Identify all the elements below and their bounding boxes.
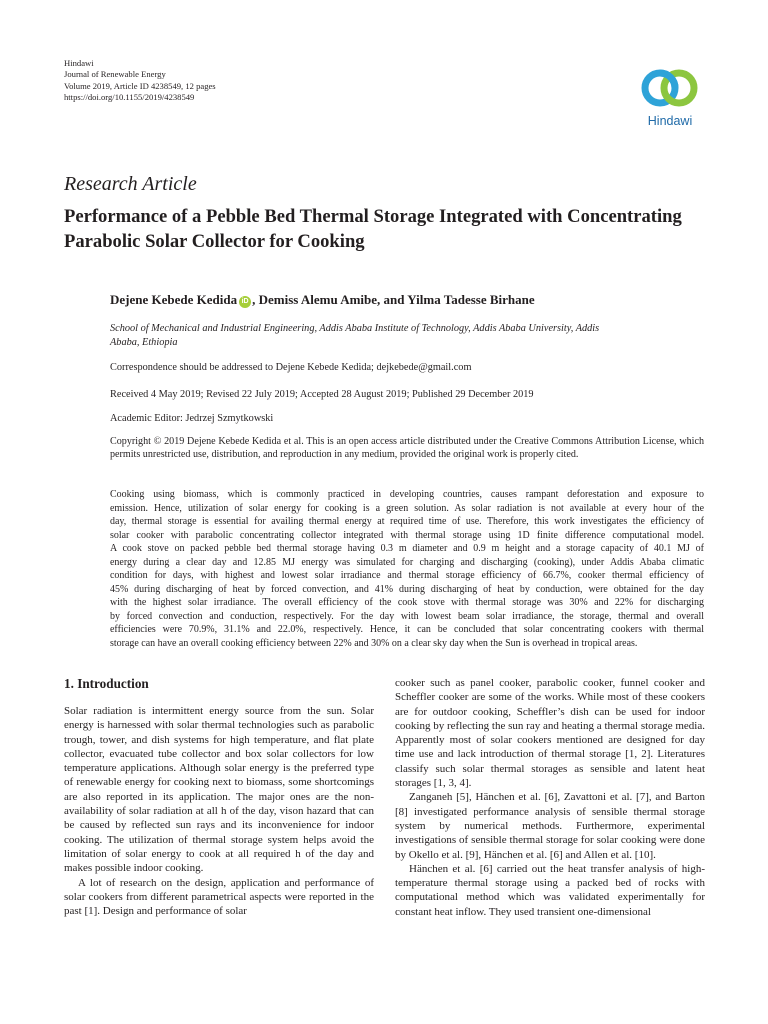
abstract-line: Cooking using biomass, which is commonly practiced in developing countries, causes rampant deforestation and exposure to [110, 489, 704, 500]
body-paragraph: cooker such as panel cooker, parabolic cooker, funnel cooker and Scheffler cooker are some of the works. While most of these cookers are for outdoor cooking, Scheffler’s dish can be used for indoor cooking by reflecting the sun ray and heating a thermal storage media. Apparently most of solar cookers mentioned are designed for day time use and lack introduction of thermal storage [1, 2]. Literatures classify such solar thermal storages as sensible and latent heat storages [1, 3, 4]. [395, 677, 705, 790]
journal-info [64, 58, 216, 104]
doi-link[interactable]: https://doi.org/10.1155/2019/4238549 [64, 92, 195, 103]
abstract-line: day, thermal storage is essential for availing thermal energy at required time of use. Therefore, this work investigates the efficiency of [110, 516, 704, 527]
author-list [110, 292, 535, 308]
article-type: Research Article [64, 173, 197, 195]
abstract [110, 488, 704, 650]
correspondence: Correspondence should be addressed to Dejene Kebede Kedida; dejkebede@gmail.com [110, 362, 472, 373]
abstract-line: A cook stove on packed pebble bed thermal storage having 0.3 m diameter and 0.9 m height and a storage capacity of 40.1 MJ of [110, 543, 704, 554]
article-dates: Received 4 May 2019; Revised 22 July 2019; Accepted 28 August 2019; Published 29 December 2019 [110, 389, 534, 400]
abstract-line: condition for days, with highest and lowest solar irradiance and thermal storage efficiency of 66.7%, cooker thermal efficiency of [110, 570, 704, 581]
publisher-name: Hindawi [64, 58, 94, 68]
abstract-line: with the highest solar irradiance. The overall efficiency of the cook stove with thermal storage was 30% and 22% for discharging [110, 597, 704, 608]
body-paragraph: Solar radiation is intermittent energy source from the sun. Solar energy is harnessed with solar thermal technologies such as parabolic trough, tower, and dish systems for high temperature, and flat plate collector, evacuated tube collector and box solar collectors for low temperature applications. Although solar energy is the preferred type of renewable energy for cooking next to biomass, some shortcomings are also reported in its application. The major ones are the non-availability of solar radiation at all h of the day, vison hazard that can be caused by reflected sun rays and its inconvenience for indoor cooking. The utilization of thermal storage system helps avoid the limitation of solar energy to cook at all required h of the day and makes possible indoor cooking. [64, 705, 374, 875]
volume-info: Volume 2019, Article ID 4238549, 12 pages [64, 80, 216, 91]
body-column-left [64, 676, 374, 918]
abstract-line: energy during a clear day and 12.85 MJ energy was simulated for charging and discharging (cooking), under Addis Ababa climatic [110, 556, 704, 568]
abstract-line: emission. Hence, utilization of solar energy for cooking is a green solution. As solar radiation is not available at every hour of the [110, 502, 704, 514]
body-column-right [395, 676, 705, 919]
abstract-line: by forced convection and conduction, respectively. For the day with lowest beam solar irradiance, the storage, thermal and overall [110, 610, 704, 622]
hindawi-logo-text: Hindawi [647, 114, 693, 128]
copyright-notice: Copyright © 2019 Dejene Kebede Kedida et al. This is an open access article distributed under the Creative Commons Attribution License, which permits unrestricted use, distribution, and reproduction in any medium, provided the original work is properly cited. [110, 436, 704, 461]
affiliation: School of Mechanical and Industrial Engineering, Addis Ababa Institute of Technology, Addis Ababa University, Addis Ababa, Ethiopia [110, 323, 600, 348]
orcid-icon[interactable]: iD [239, 296, 251, 308]
section-heading-introduction: 1. Introduction [64, 676, 149, 691]
abstract-line: 45% during discharging of heat by forced convection, and 41% during discharging of heat by conduction, were obtained for the day [110, 583, 704, 595]
academic-editor: Academic Editor: Jedrzej Szmytkowski [110, 413, 274, 424]
abstract-line: efficiencies were 70.9%, 31.1% and 22.0%, respectively. Hence, it can be concluded that solar concentrating cookers with thermal [110, 624, 704, 635]
body-paragraph: Hänchen et al. [6] carried out the heat transfer analysis of high-temperature thermal storage using a packed bed of rocks with computational method which was validated experimentally for constant heat inflow. They used transient one-dimensional [395, 862, 705, 918]
journal-name: Journal of Renewable Energy [64, 69, 166, 80]
body-paragraph: A lot of research on the design, application and performance of solar cookers from different parametrical aspects were reported in the past [1]. Design and performance of solar [64, 876, 374, 918]
first-author: Dejene Kebede Kedida [110, 292, 238, 307]
abstract-line: solar cooker with parabolic concentrating collector integrated with thermal storage using 1D finite difference computational model. [110, 529, 704, 541]
article-title: Performance of a Pebble Bed Thermal Storage Integrated with Concentrating Parabolic Solar Collector for Cooking [64, 206, 682, 252]
body-paragraph: Zanganeh [5], Hänchen et al. [6], Zavattoni et al. [7], and Barton [8] investigated performance analysis of sensible thermal storage system by numerical methods. Furthermore, experimental investigations of sensible thermal storage for solar cooking were done by Okello et al. [9], Hänchen et al. [6] and Allen et al. [10]. [395, 791, 705, 861]
other-authors: , Demiss Alemu Amibe, and Yilma Tadesse Birhane [252, 292, 535, 307]
abstract-line: storage can have an overall cooking efficiency between 22% and 30% on a clear sky day when the Sun is overhead in tropical areas. [110, 637, 638, 649]
